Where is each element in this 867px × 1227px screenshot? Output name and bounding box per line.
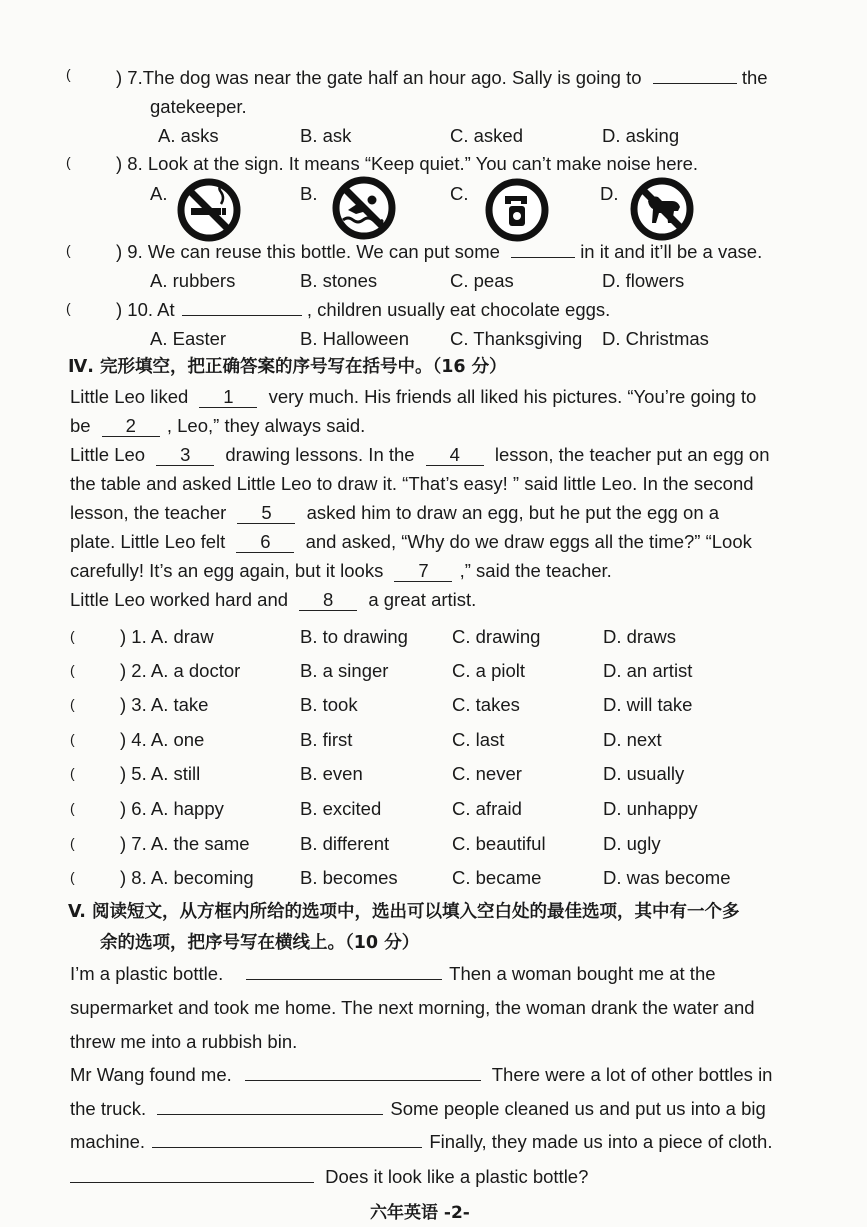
- passage-text: Little Leo worked hard and: [70, 589, 289, 610]
- passage-text: very much. His friends all liked his pictures. “You’re going to: [268, 386, 757, 407]
- answer-blank: 8: [299, 590, 357, 611]
- answer-paren: (: [66, 66, 71, 82]
- passage-text: asked him to draw an egg, but he put the egg on a: [306, 502, 720, 523]
- option-a: A.: [150, 183, 168, 204]
- option-b: B.: [300, 183, 318, 204]
- question-9-text: ) 9. We can reuse this bottle. We can put some: [116, 241, 500, 262]
- option-c: C. last: [452, 729, 505, 750]
- passage-text: lesson, the teacher: [70, 502, 227, 523]
- passage-text: Does it look like a plastic bottle?: [325, 1166, 589, 1187]
- page-footer: 六年英语 -2-: [370, 1203, 470, 1223]
- answer-blank: 5: [237, 503, 295, 524]
- passage-text: and asked, “Why do we draw eggs all the time?” “Look: [305, 531, 752, 552]
- section-heading: Ⅳ. 完形填空，把正确答案的序号写在括号中。（16 分）: [68, 357, 507, 377]
- option-d: D. Christmas: [602, 328, 709, 349]
- cloze-q-8: ) 8. A. becoming: [120, 867, 254, 888]
- answer-paren: (: [70, 662, 75, 678]
- cloze-q-3: ) 3. A. take: [120, 694, 209, 715]
- passage-text: Mr Wang found me.: [70, 1064, 232, 1085]
- answer-paren: (: [70, 731, 75, 747]
- passage-text: Some people cleaned us and put us into a big: [390, 1098, 766, 1119]
- no-swimming-icon: [332, 176, 396, 240]
- passage-text: There were a lot of other bottles in: [491, 1064, 773, 1085]
- passage-text: Then a woman bought me at the: [449, 963, 716, 984]
- answer-blank[interactable]: [246, 979, 442, 980]
- option-b: B. ask: [300, 125, 352, 146]
- passage-line: [70, 443, 770, 467]
- section-heading-continued: 余的选项，把序号写在横线上。（10 分）: [100, 933, 420, 953]
- answer-paren: (: [66, 300, 71, 316]
- passage-text: carefully! It’s an egg again, but it looks: [70, 560, 384, 581]
- option-b: B. took: [300, 694, 358, 715]
- question-10-text: ) 10. At: [116, 299, 175, 320]
- option-a: A. rubbers: [150, 270, 236, 291]
- option-c: C.: [450, 183, 469, 204]
- answer-blank[interactable]: [245, 1080, 481, 1081]
- answer-blank[interactable]: [70, 1182, 314, 1183]
- question-9: [116, 240, 762, 264]
- option-d: D. draws: [603, 626, 676, 647]
- no-dog-icon: [630, 177, 694, 241]
- option-b: B. excited: [300, 798, 382, 819]
- passage-line: [70, 501, 719, 525]
- section-heading: V. 阅读短文，从方框内所给的选项中，选出可以填入空白处的最佳选项，其中有一个多: [68, 902, 740, 922]
- passage-line: [70, 1130, 772, 1154]
- cloze-q-5: ) 5. A. still: [120, 763, 201, 784]
- no-phone-icon: [485, 178, 549, 242]
- option-c: C. drawing: [452, 626, 541, 647]
- answer-blank: 3: [156, 445, 214, 466]
- passage-line: supermarket and took me home. The next morning, the woman drank the water and: [70, 997, 755, 1018]
- answer-blank[interactable]: [653, 83, 737, 84]
- answer-paren: (: [70, 800, 75, 816]
- answer-paren: (: [70, 835, 75, 851]
- option-d: D. unhappy: [603, 798, 698, 819]
- option-d: D. ugly: [603, 833, 661, 854]
- question-9-after: in it and it’ll be a vase.: [580, 241, 763, 262]
- question-8-text: ) 8. Look at the sign. It means “Keep quiet.” You can’t make noise here.: [116, 153, 699, 174]
- option-d: D. an artist: [603, 660, 693, 681]
- passage-text: Little Leo liked: [70, 386, 189, 407]
- passage-line: [70, 1165, 588, 1189]
- passage-text: ,” said the teacher.: [459, 560, 612, 581]
- cloze-q-6: ) 6. A. happy: [120, 798, 224, 819]
- question-10-after: , children usually eat chocolate eggs.: [306, 299, 611, 320]
- answer-paren: (: [70, 696, 75, 712]
- question-7-continued: gatekeeper.: [150, 96, 247, 117]
- passage-text: I’m a plastic bottle.: [70, 963, 224, 984]
- passage-text: , Leo,” they always said.: [166, 415, 366, 436]
- passage-line: [70, 559, 612, 583]
- option-c: C. asked: [450, 125, 524, 146]
- answer-paren: (: [66, 242, 71, 258]
- option-b: B. Halloween: [300, 328, 410, 349]
- question-7: [116, 66, 768, 90]
- passage-line: [70, 588, 476, 612]
- option-d: D. flowers: [602, 270, 685, 291]
- option-d: D. was become: [603, 867, 731, 888]
- option-d: D. asking: [602, 125, 680, 146]
- option-d: D. will take: [603, 694, 693, 715]
- passage-line: [70, 530, 752, 554]
- option-b: B. first: [300, 729, 353, 750]
- cloze-q-7: ) 7. A. the same: [120, 833, 250, 854]
- answer-paren: (: [70, 765, 75, 781]
- option-a: A. asks: [158, 125, 219, 146]
- passage-line: [70, 414, 365, 438]
- option-b: B. different: [300, 833, 390, 854]
- cloze-q-2: ) 2. A. a doctor: [120, 660, 241, 681]
- option-b: B. even: [300, 763, 363, 784]
- option-c: C. takes: [452, 694, 520, 715]
- answer-blank: 2: [102, 416, 160, 437]
- passage-line: threw me into a rubbish bin.: [70, 1031, 298, 1052]
- passage-line: [70, 1097, 766, 1121]
- option-c: C. never: [452, 763, 522, 784]
- cloze-q-1: ) 1. A. draw: [120, 626, 214, 647]
- option-c: C. became: [452, 867, 542, 888]
- option-d: D. usually: [603, 763, 685, 784]
- answer-paren: (: [70, 628, 75, 644]
- passage-line: the table and asked Little Leo to draw it. “That’s easy! ” said little Leo. In the second: [70, 473, 754, 494]
- passage-text: the truck.: [70, 1098, 147, 1119]
- passage-line: [70, 962, 716, 986]
- passage-text: drawing lessons. In the: [225, 444, 415, 465]
- answer-blank[interactable]: [152, 1147, 422, 1148]
- cloze-q-4: ) 4. A. one: [120, 729, 205, 750]
- option-c: C. Thanksgiving: [450, 328, 583, 349]
- no-smoking-icon: [177, 178, 241, 242]
- answer-paren: (: [70, 869, 75, 885]
- answer-blank[interactable]: [511, 257, 575, 258]
- question-10: [116, 298, 610, 322]
- answer-blank: 7: [394, 561, 452, 582]
- option-d: D.: [600, 183, 619, 204]
- option-b: B. becomes: [300, 867, 398, 888]
- option-c: C. a piolt: [452, 660, 526, 681]
- answer-blank[interactable]: [182, 315, 302, 316]
- passage-text: Little Leo: [70, 444, 146, 465]
- answer-blank: 1: [199, 387, 257, 408]
- passage-text: plate. Little Leo felt: [70, 531, 226, 552]
- option-c: C. peas: [450, 270, 514, 291]
- question-7-text: ) 7.The dog was near the gate half an hour ago. Sally is going to: [116, 67, 642, 88]
- option-c: C. beautiful: [452, 833, 546, 854]
- option-b: B. a singer: [300, 660, 389, 681]
- option-c: C. afraid: [452, 798, 522, 819]
- option-b: B. stones: [300, 270, 378, 291]
- passage-text: be: [70, 415, 91, 436]
- passage-line: [70, 385, 756, 409]
- passage-text: a great artist.: [368, 589, 477, 610]
- answer-blank[interactable]: [157, 1114, 383, 1115]
- answer-blank: 6: [236, 532, 294, 553]
- question-7-after: the: [741, 67, 768, 88]
- option-b: B. to drawing: [300, 626, 408, 647]
- passage-text: lesson, the teacher put an egg on: [494, 444, 770, 465]
- answer-paren: (: [66, 154, 71, 170]
- passage-text: Finally, they made us into a piece of cloth.: [429, 1131, 773, 1152]
- passage-line: [70, 1063, 772, 1087]
- answer-blank: 4: [426, 445, 484, 466]
- passage-text: machine.: [70, 1131, 146, 1152]
- option-d: D. next: [603, 729, 662, 750]
- option-a: A. Easter: [150, 328, 227, 349]
